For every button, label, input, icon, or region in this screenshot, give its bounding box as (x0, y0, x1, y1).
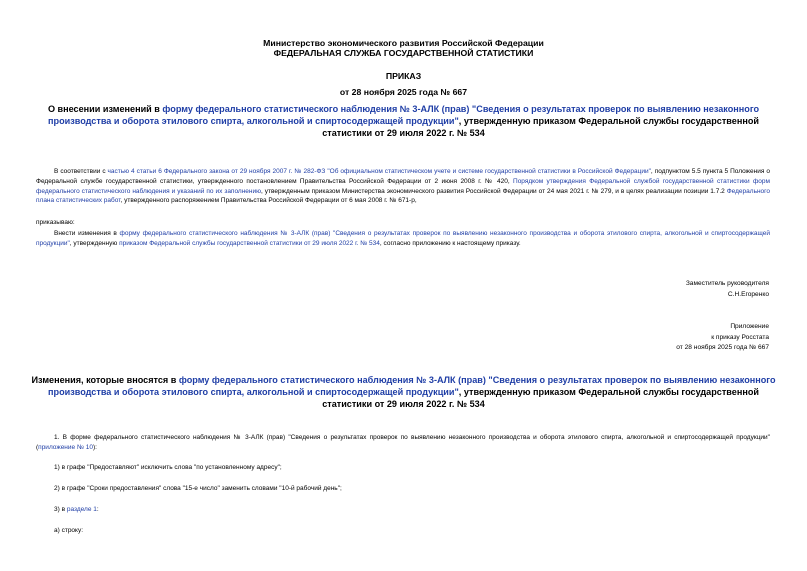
changes-title-suffix: , утвержденную приказом Федеральной службы государственной статистики от 29 июля 2022 г. № 534 (322, 387, 759, 409)
title-form-link[interactable]: форму федерального статистического наблюдения № 3-АЛК (прав) "Сведения о результатах проверок по выявлению незаконного производства и оборота этилового спирта, алкогольной и спиртосодержащей продукции" (48, 104, 760, 126)
page-title (30, 103, 777, 139)
order-text-2: , утвержденную (69, 239, 120, 247)
item-1-end: ): (92, 443, 97, 451)
section-1-link[interactable]: разделе 1 (66, 506, 97, 513)
ministry-name: Министерство экономического развития Российской Федерации (263, 38, 544, 48)
document-type: ПРИКАЗ (385, 71, 422, 81)
service-name: ФЕДЕРАЛЬНАЯ СЛУЖБА ГОСУДАРСТВЕННОЙ СТАТИСТИКИ (273, 48, 534, 58)
order-word: приказываю: (36, 219, 75, 226)
item-3: 2) в графе "Сроки предоставления" слова "15-е число" заменить словами "10-й рабочий день"; (54, 485, 342, 492)
changes-title-link[interactable]: форму федерального статистического наблюдения № 3-АЛК (прав) "Сведения о результатах проверок по выявлению незаконного производства и оборота этилового спирта, алкогольной и спиртосодержащей продукции" (48, 375, 776, 397)
order-paragraph (36, 229, 770, 249)
preamble-text-3: , утвержденным приказом Министерства экономического развития Российской Федерации от 24 мая 2021 г. № 279, и в целях реализации позиции 1.7.2 (261, 187, 727, 195)
federal-law-link[interactable]: частью 4 статьи 6 Федерального закона от 29 ноября 2007 г. № 282-ФЗ "Об официальном статистическом учете и системе государственной статистики в Российской Федерации" (107, 168, 651, 175)
item-4-end: : (96, 506, 99, 513)
order-decree-link[interactable]: приказом Федеральной службы государственной статистики от 29 июля 2022 г. № 534 (119, 239, 380, 247)
changes-title (30, 374, 777, 410)
document-date: от 28 ноября 2025 года № 667 (339, 87, 468, 97)
item-2: 1) в графе "Предоставляют" исключить слова "по установленному адресу"; (54, 464, 282, 471)
procedure-link[interactable]: Порядком утверждения Федеральной службой государственной статистики форм федерального статистического наблюдения и указаний по их заполнению (36, 177, 771, 195)
appendix-order: к приказу Росстата (711, 334, 769, 341)
appendix-label: Приложение (730, 323, 769, 330)
changes-title-prefix: Изменения, которые вносятся в (31, 375, 179, 385)
appendix-date: от 28 ноября 2025 года № 667 (676, 344, 769, 351)
item-1 (36, 433, 770, 453)
appendix-10-link[interactable]: приложение № 10 (38, 443, 93, 451)
preamble-paragraph (36, 167, 770, 206)
order-text-3: , согласно приложению к настоящему приказу. (379, 239, 521, 247)
title-suffix: , утвержденную приказом Федеральной службы государственной статистики от 29 июля 2022 г. № 534 (322, 116, 759, 138)
title-prefix: О внесении изменений в (47, 104, 163, 114)
order-form-link[interactable]: форму федерального статистического наблюдения № 3-АЛК (прав) "Сведения о результатах проверок по выявлению незаконного производства и оборота этилового спирта, алкогольной и спиртосодержащей продукции" (36, 230, 770, 247)
order-text-1: Внести изменения в (54, 230, 120, 237)
preamble-text-2: , подпунктом 5.5 пункта 5 Положения о Федеральной службе государственной статистики, утвержденного постановлением Правительства Российской Федерации от 2 июня 2008 г. № 420, (36, 168, 770, 185)
signature-position: Заместитель руководителя (685, 280, 769, 287)
item-5: а) строку: (54, 527, 84, 534)
preamble-text-1: В соответствии с (54, 168, 108, 175)
signature-name: С.Н.Егоренко (727, 291, 769, 298)
item-4 (54, 505, 99, 515)
preamble-text-4: , утвержденного распоряжением Правительства Российской Федерации от 6 мая 2008 г. № 671-р, (120, 197, 417, 205)
item-4-text: 3) в (54, 506, 67, 513)
item-1-text: 1. В форме федерального статистического наблюдения № 3-АЛК (прав) "Сведения о результатах проверок по выявлению незаконного производства и оборота этилового спирта, алкогольной и спиртосодержащей продукции" ( (36, 434, 770, 451)
federal-plan-link[interactable]: Федерального плана статистических работ (36, 187, 770, 205)
